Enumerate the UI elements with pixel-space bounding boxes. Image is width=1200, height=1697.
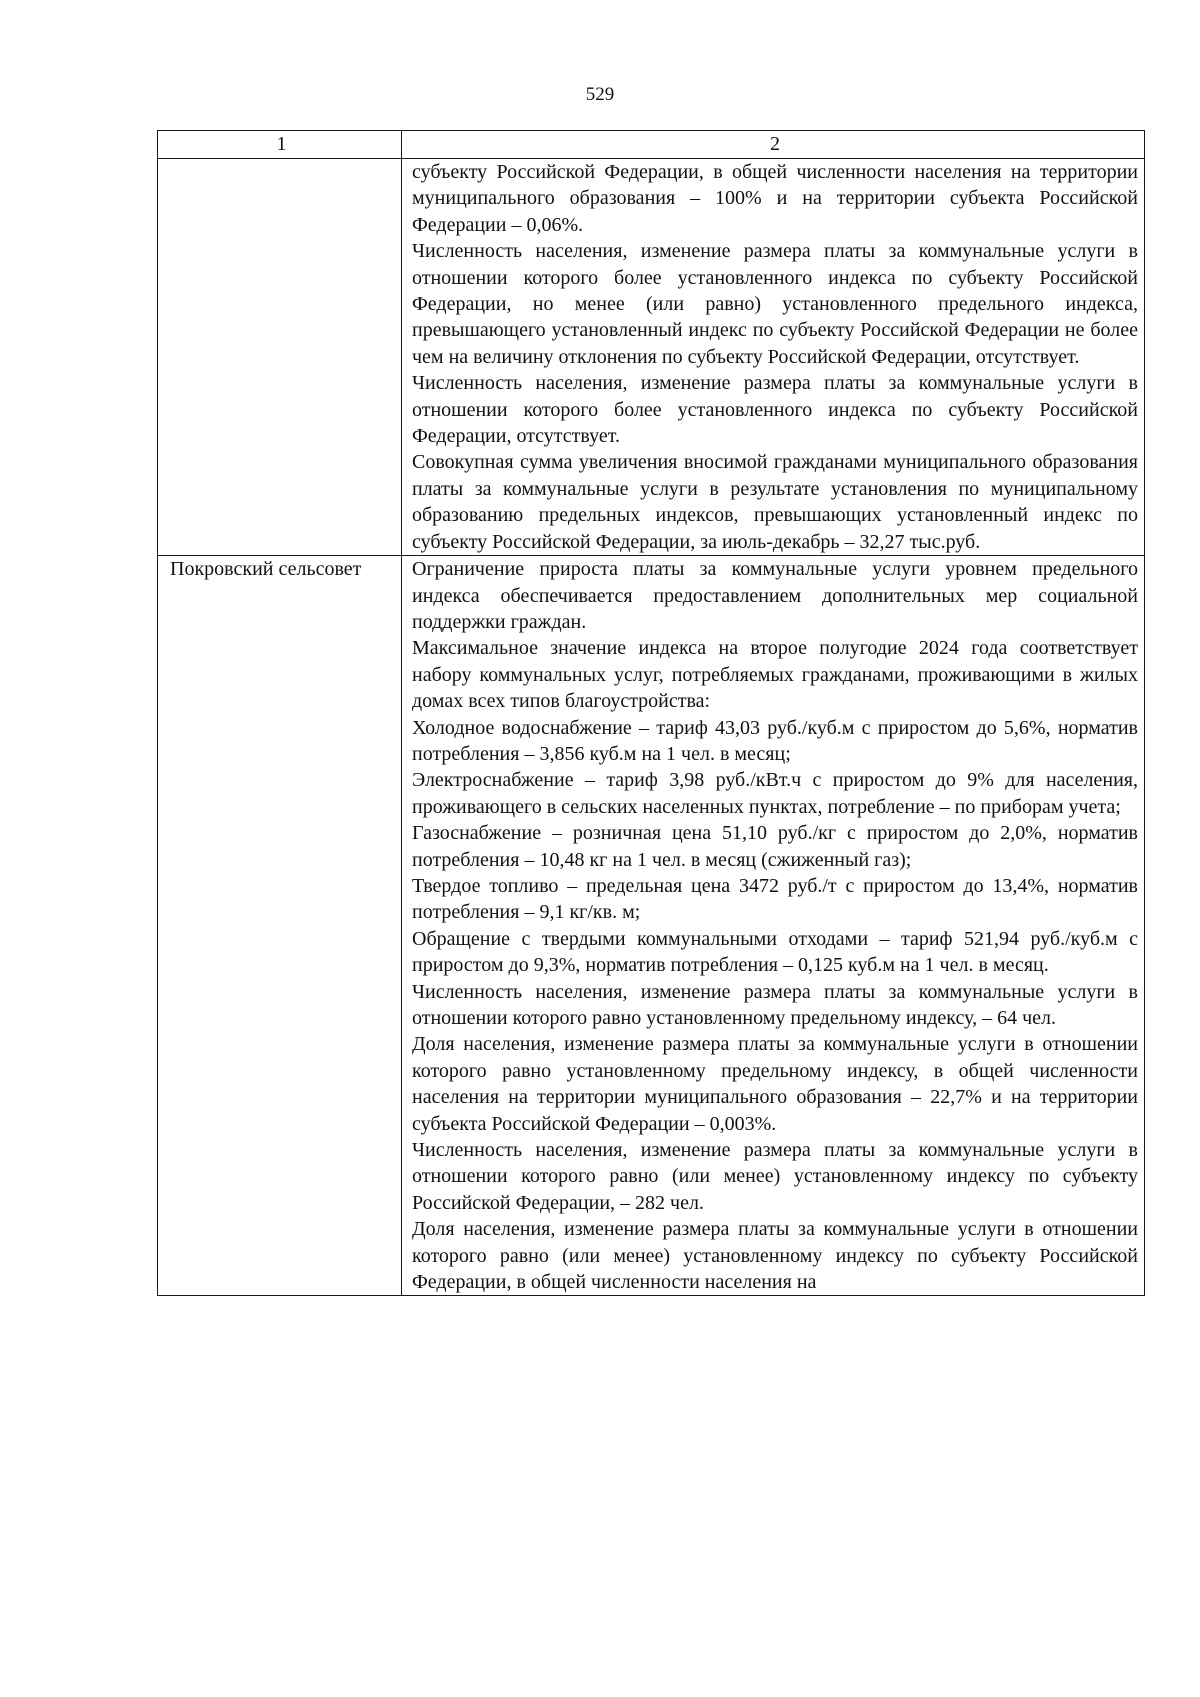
paragraph: Численность населения, изменение размера платы за коммунальные услуги в отношении которого равно (или менее) установленному индексу по субъекту Российской Федерации, – 282 чел.	[412, 1139, 1138, 1214]
column-header-2: 2	[402, 131, 1145, 159]
paragraph: Электроснабжение – тариф 3,98 руб./кВт.ч с приростом до 9% для населения, проживающего в сельских населенных пунктах, потребление – по приборам учета;	[412, 769, 1138, 818]
paragraph: Доля населения, изменение размера платы за коммунальные услуги в отношении которого равно установленному предельному индексу, в общей численности населения на территории муниципального образования – 22,7% и на территории субъекта Российской Федерации – 0,003%.	[412, 1033, 1138, 1135]
municipality-name-cell	[158, 556, 402, 1296]
paragraph: Ограничение прироста платы за коммунальные услуги уровнем предельного индекса обеспечивается предоставлением дополнительных мер социальной поддержки граждан.	[412, 558, 1138, 633]
paragraph: Максимальное значение индекса на второе полугодие 2024 года соответствует набору коммунальных услуг, потребляемых гражданами, проживающими в жилых домах всех типов благоустройства:	[412, 637, 1138, 713]
column-header-1: 1	[158, 131, 402, 159]
paragraph: Холодное водоснабжение – тариф 43,03 руб./куб.м с приростом до 5,6%, норматив потребления – 3,856 куб.м на 1 чел. в месяц;	[412, 716, 1138, 765]
document-table	[157, 130, 1145, 1296]
paragraph: Численность населения, изменение размера платы за коммунальные услуги в отношении которого более установленного индекса по субъекту Российской Федерации, но менее (или равно) установленного предельного индекса, превышающего установленный индекс по субъекту Российской Федерации не более чем на величину отклонения по субъекту Российской Федерации, отсутствует.	[412, 240, 1138, 368]
paragraph: Численность населения, изменение размера платы за коммунальные услуги в отношении которого более установленного индекса по субъекту Российской Федерации, отсутствует.	[412, 372, 1138, 448]
paragraph: субъекту Российской Федерации, в общей численности населения на территории муниципального образования – 100% и на территории субъекта Российской Федерации – 0,06%.	[412, 161, 1138, 236]
paragraph: Доля населения, изменение размера платы за коммунальные услуги в отношении которого равно (или менее) установленному индексу по субъекту Российской Федерации, в общей численности населения на	[412, 1218, 1138, 1294]
municipality-name: Покровский сельсовет	[170, 558, 362, 581]
paragraph: Газоснабжение – розничная цена 51,10 руб./кг с приростом до 2,0%, норматив потребления – 10,48 кг на 1 чел. в месяц (сжиженный газ);	[412, 822, 1138, 871]
table-row	[158, 556, 1145, 1296]
page-number: 529	[585, 84, 615, 105]
description-cell	[402, 556, 1145, 1296]
paragraph: Обращение с твердыми коммунальными отходами – тариф 521,94 руб./куб.м с приростом до 9,3%, норматив потребления – 0,125 куб.м на 1 чел. в месяц.	[412, 927, 1138, 977]
description-cell	[402, 159, 1145, 556]
municipality-name-cell	[158, 159, 402, 556]
paragraph: Твердое топливо – предельная цена 3472 руб./т с приростом до 13,4%, норматив потребления – 9,1 кг/кв. м;	[412, 874, 1138, 924]
paragraph: Совокупная сумма увеличения вносимой гражданами муниципального образования платы за коммунальные услуги в результате установления по муниципальному образованию предельных индексов, превышающих установленный индекс по субъекту Российской Федерации, за июль-декабрь – 32,27 тыс.руб.	[412, 451, 1138, 553]
table-row	[158, 159, 1145, 556]
table-header-row	[158, 131, 1145, 159]
paragraph: Численность населения, изменение размера платы за коммунальные услуги в отношении которого равно установленному предельному индексу, – 64 чел.	[412, 980, 1138, 1029]
